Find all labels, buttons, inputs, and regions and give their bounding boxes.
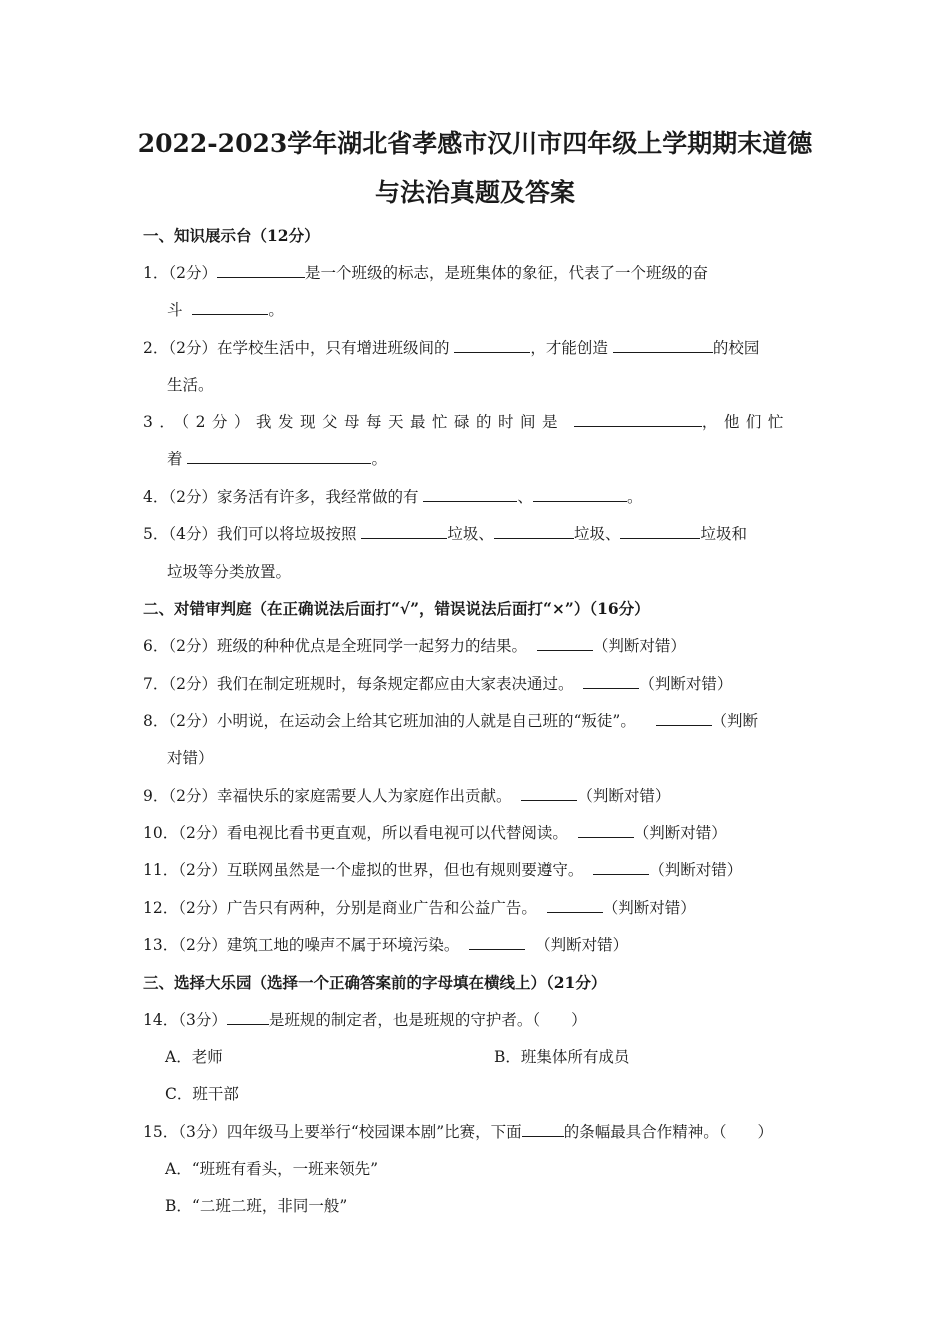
question-14-text: 是班规的制定者，也是班规的守护者。（ ） bbox=[268, 1011, 587, 1029]
question-5 bbox=[143, 522, 813, 544]
question-7-text: 7．（2分）我们在制定班规时，每条规定都应由大家表决通过。 bbox=[143, 675, 574, 693]
judge-suffix: （判断对错） bbox=[633, 824, 727, 842]
judge-suffix: （判断对错） bbox=[649, 861, 743, 879]
answer-blank[interactable] bbox=[533, 487, 627, 502]
question-12 bbox=[143, 896, 813, 918]
question-9 bbox=[143, 784, 813, 806]
answer-blank[interactable] bbox=[361, 524, 447, 539]
question-13 bbox=[143, 933, 813, 955]
answer-blank[interactable] bbox=[469, 935, 525, 950]
section-2-heading: 二、对错审判庭（在正确说法后面打“√”，错误说法后面打“×”）（16分） bbox=[143, 599, 650, 618]
question-15-option-b[interactable]: B．“二班二班，非同一般” bbox=[165, 1197, 348, 1215]
question-14-number: 14．（3分） bbox=[143, 1011, 227, 1029]
answer-blank[interactable] bbox=[547, 898, 603, 913]
question-1-number: 1．（2分） bbox=[143, 264, 217, 282]
answer-blank[interactable] bbox=[656, 711, 712, 726]
answer-blank[interactable] bbox=[217, 263, 305, 278]
question-1 bbox=[143, 261, 813, 283]
question-3-end: 。 bbox=[371, 450, 387, 468]
question-3-text: 3．（2分）我发现父母每天最忙碌的时间是 bbox=[143, 413, 564, 431]
question-5-text-b: 垃圾、 bbox=[447, 525, 494, 543]
answer-blank[interactable] bbox=[537, 636, 593, 651]
question-15-text-b: 的条幅最具合作精神。（ ） bbox=[563, 1123, 773, 1141]
answer-blank[interactable] bbox=[187, 449, 371, 464]
judge-suffix: （判断对错） bbox=[592, 637, 686, 655]
question-1-cont bbox=[167, 298, 837, 320]
question-3-text-c: 着 bbox=[167, 450, 183, 468]
question-2-text-b: ，才能创造 bbox=[530, 339, 608, 357]
question-14 bbox=[143, 1008, 813, 1030]
answer-blank[interactable] bbox=[613, 338, 713, 353]
answer-blank[interactable] bbox=[583, 674, 639, 689]
question-4-sep: 、 bbox=[517, 488, 533, 506]
question-3 bbox=[143, 410, 813, 432]
question-2-text-c: 的校园 bbox=[712, 339, 760, 357]
question-5-cont: 垃圾等分类放置。 bbox=[167, 563, 292, 581]
question-10 bbox=[143, 821, 813, 843]
question-5-text: 5．（4分）我们可以将垃圾按照 bbox=[143, 525, 357, 543]
question-6 bbox=[143, 634, 813, 656]
question-14-option-c[interactable]: C．班干部 bbox=[165, 1085, 239, 1103]
answer-blank[interactable] bbox=[578, 823, 634, 838]
judge-suffix: （判断对错） bbox=[535, 936, 629, 954]
question-4-end: 。 bbox=[626, 488, 643, 506]
answer-blank[interactable] bbox=[494, 524, 574, 539]
question-12-text: 12．（2分）广告只有两种，分别是商业广告和公益广告。 bbox=[143, 899, 537, 917]
question-8 bbox=[143, 709, 813, 731]
answer-blank[interactable] bbox=[521, 786, 577, 801]
question-6-text: 6．（2分）班级的种种优点是全班同学一起努力的结果。 bbox=[143, 637, 527, 655]
question-15-option-a[interactable]: A．“班班有看头，一班来领先” bbox=[165, 1160, 379, 1178]
question-10-text: 10．（2分）看电视比看书更直观，所以看电视可以代替阅读。 bbox=[143, 824, 568, 842]
answer-blank[interactable] bbox=[574, 412, 702, 427]
page-title-line-2: 与法治真题及答案 bbox=[374, 178, 575, 207]
answer-blank[interactable] bbox=[522, 1122, 564, 1137]
answer-blank[interactable] bbox=[423, 487, 517, 502]
judge-suffix: （判断对错） bbox=[639, 675, 733, 693]
answer-blank[interactable] bbox=[227, 1010, 269, 1025]
question-8-cont: 对错） bbox=[167, 749, 214, 767]
judge-suffix: （判断对错） bbox=[602, 899, 696, 917]
question-5-text-c: 垃圾、 bbox=[573, 525, 621, 543]
question-2 bbox=[143, 336, 813, 358]
answer-blank[interactable] bbox=[454, 338, 530, 353]
judge-suffix: （判断对错） bbox=[577, 787, 671, 805]
question-7 bbox=[143, 672, 813, 694]
question-11 bbox=[143, 858, 813, 880]
question-15-text: 15．（3分）四年级马上要举行“校园课本剧”比赛，下面 bbox=[143, 1123, 522, 1141]
question-1-end: 。 bbox=[268, 301, 284, 319]
answer-blank[interactable] bbox=[593, 860, 649, 875]
question-2-cont: 生活。 bbox=[167, 376, 214, 394]
answer-blank[interactable] bbox=[620, 524, 700, 539]
section-3-heading: 三、选择大乐园（选择一个正确答案前的字母填在横线上）（21分） bbox=[143, 973, 607, 992]
question-1-text: 是一个班级的标志，是班集体的象征，代表了一个班级的奋 bbox=[304, 264, 708, 282]
page-title-line-1: 2022-2023学年湖北省孝感市汉川市四年级上学期期末道德 bbox=[137, 129, 813, 158]
section-1-heading: 一、知识展示台（12分） bbox=[143, 226, 320, 245]
question-15 bbox=[143, 1120, 813, 1142]
question-11-text: 11．（2分）互联网虽然是一个虚拟的世界，但也有规则要遵守。 bbox=[143, 861, 584, 879]
judge-suffix: （判断 bbox=[711, 712, 759, 730]
question-13-text: 13．（2分）建筑工地的噪声不属于环境污染。 bbox=[143, 936, 460, 954]
question-14-option-a[interactable]: A．老师 bbox=[165, 1048, 223, 1066]
question-14-option-b[interactable]: B．班集体所有成员 bbox=[494, 1048, 630, 1066]
question-4-text: 4．（2分）家务活有许多，我经常做的有 bbox=[143, 488, 419, 506]
question-3-text-b: ，他们忙 bbox=[701, 413, 790, 431]
question-9-text: 9．（2分）幸福快乐的家庭需要人人为家庭作出贡献。 bbox=[143, 787, 512, 805]
answer-blank[interactable] bbox=[192, 300, 268, 315]
question-5-text-d: 垃圾和 bbox=[700, 525, 747, 543]
question-4 bbox=[143, 485, 813, 507]
question-8-text: 8．（2分）小明说，在运动会上给其它班加油的人就是自己班的“叛徒”。 bbox=[143, 712, 636, 730]
question-2-text: 2．（2分）在学校生活中，只有增进班级间的 bbox=[143, 339, 450, 357]
question-3-cont bbox=[167, 447, 837, 469]
question-1-text-cont: 斗 bbox=[167, 301, 183, 319]
